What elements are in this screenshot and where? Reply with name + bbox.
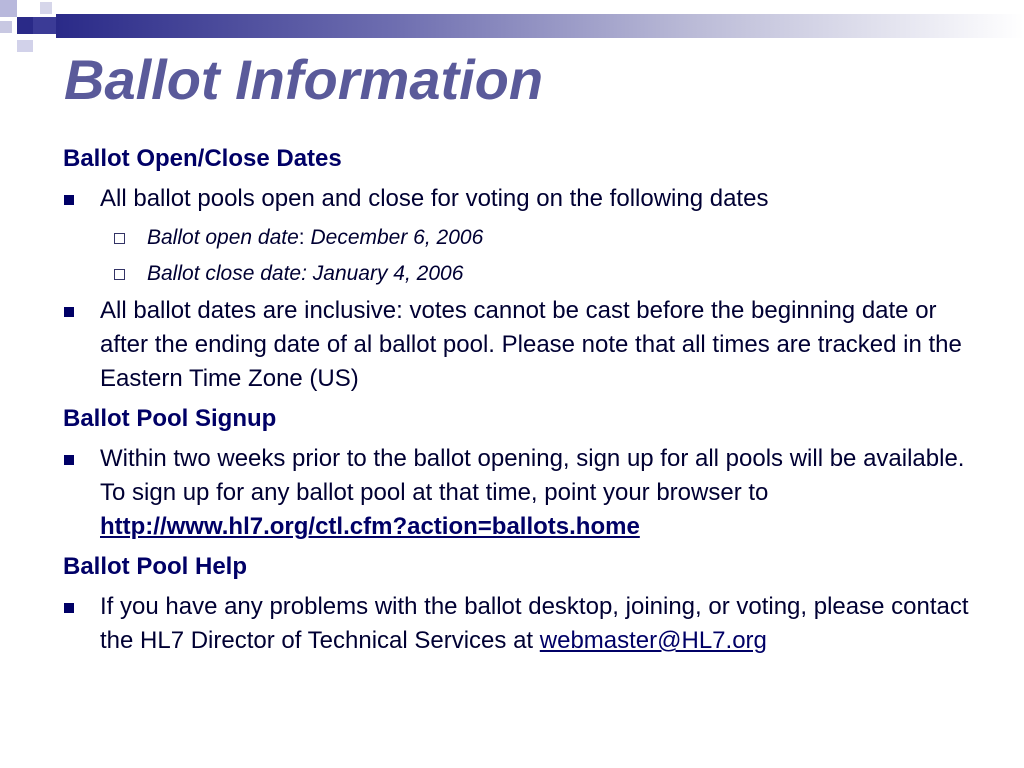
- square-bullet-icon: [64, 307, 74, 317]
- bullet-item: [63, 182, 973, 216]
- header-decor-square: [17, 0, 34, 17]
- bullet-item: [63, 442, 973, 544]
- square-bullet-icon: [64, 455, 74, 465]
- sub-bullet-item: [63, 258, 973, 290]
- section-heading-dates: Ballot Open/Close Dates: [63, 145, 342, 172]
- header-decor-square: [17, 40, 33, 52]
- section-heading-signup: Ballot Pool Signup: [63, 405, 277, 432]
- bullet-text: Within two weeks prior to the ballot opening, sign up for all pools will be available. To sign up for any ballot pool at that time, point your browser to: [100, 445, 965, 506]
- sub-bullet-item: [63, 222, 973, 254]
- hollow-square-bullet-icon: [114, 233, 125, 244]
- bullet-item: [63, 590, 973, 658]
- square-bullet-icon: [64, 603, 74, 613]
- bullet-text: All ballot dates are inclusive: votes cannot be cast before the beginning date or after the ending date of al ballot pool. Please note that all times are tracked in the Eastern Time Zone (US): [100, 297, 962, 392]
- slide-title: Ballot Information: [64, 48, 544, 111]
- close-date-text: Ballot close date: January 4, 2006: [147, 262, 464, 285]
- webmaster-email-link[interactable]: webmaster@HL7.org: [539, 627, 767, 654]
- open-date-colon: :: [298, 226, 305, 249]
- bullet-item: [63, 294, 973, 396]
- open-date-value: December 6, 2006: [304, 226, 484, 249]
- square-bullet-icon: [64, 195, 74, 205]
- header-gradient-bar: [56, 14, 1024, 38]
- bullet-text: All ballot pools open and close for voting on the following dates: [100, 185, 769, 212]
- header-decor-square: [0, 0, 17, 17]
- hollow-square-bullet-icon: [114, 269, 125, 280]
- header-decor-square: [0, 21, 12, 33]
- ballots-home-link[interactable]: http://www.hl7.org/ctl.cfm?action=ballots.home: [100, 513, 640, 540]
- header-decor-square: [33, 17, 56, 34]
- header-decor-square: [17, 17, 33, 34]
- bullet-text: If you have any problems with the ballot desktop, joining, or voting, please contact the HL7 Director of Technical Services at: [100, 593, 969, 654]
- slide-body: [63, 142, 973, 664]
- header-decor-square: [40, 2, 52, 14]
- section-heading-help: Ballot Pool Help: [63, 553, 248, 580]
- open-date-label: Ballot open date: [147, 226, 299, 249]
